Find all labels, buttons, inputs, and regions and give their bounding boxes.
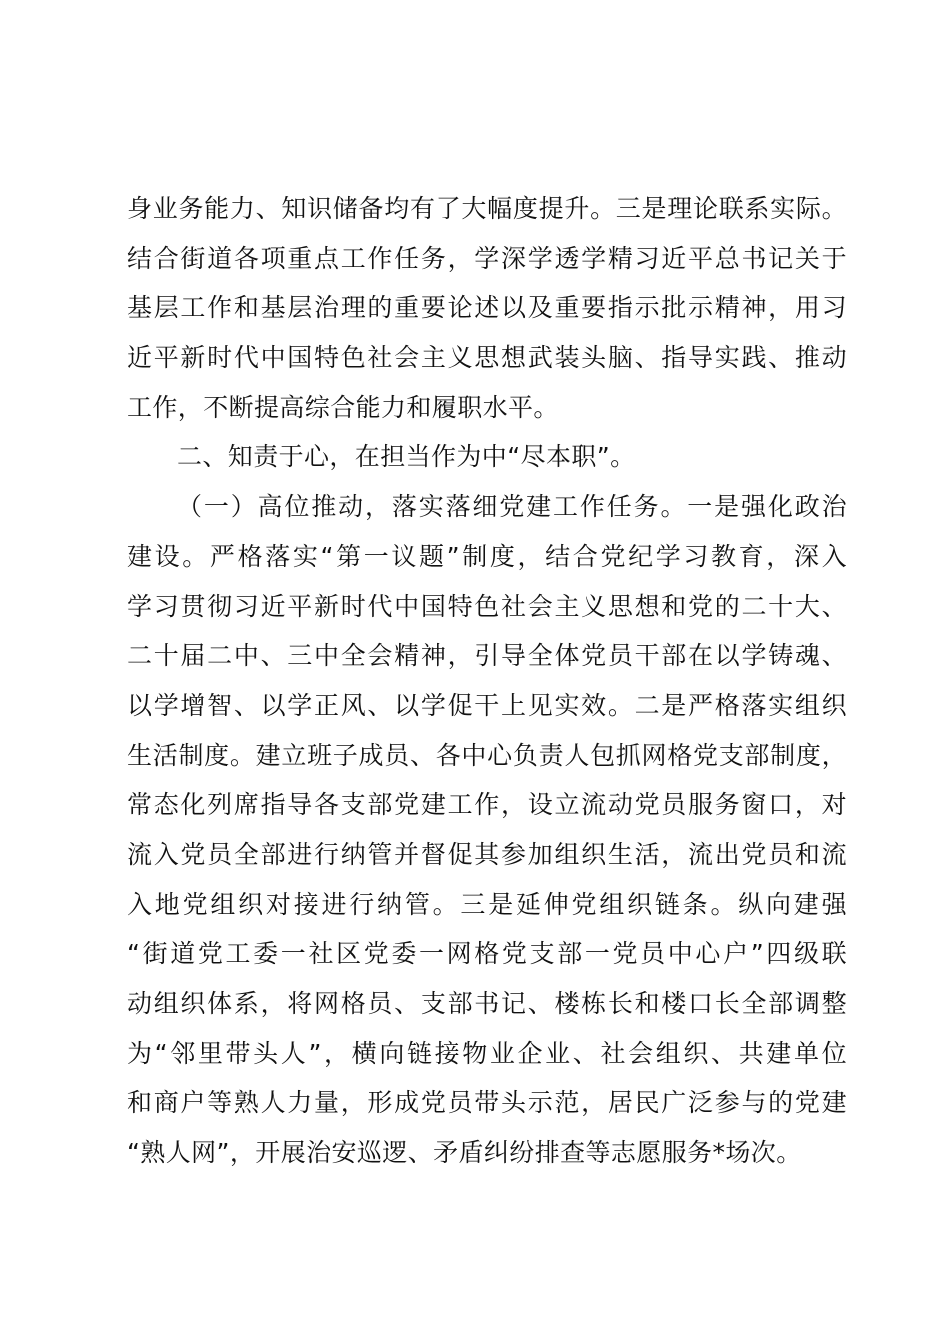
subsection-heading-line: （一）高位推动，落实落细党建工作任务。一是强化政治 [177,492,847,522]
paragraph-end-line: 工作，不断提高综合能力和履职水平。 [127,392,559,422]
document-body [127,184,847,1178]
text-line: 二十届二中、三中全会精神，引导全体党员干部在以学铸魂、 [127,641,847,671]
text-line: 入地党组织对接进行纳管。三是延伸党组织链条。纵向建强 [127,889,847,919]
text-line: 身业务能力、知识储备均有了大幅度提升。三是理论联系实际。 [127,194,847,223]
text-line: 以学增智、以学正风、以学促干上见实效。二是严格落实组织 [127,690,847,720]
section-heading: 二、知责于心，在担当作为中“尽本职”。 [177,442,636,472]
paragraph-end-line: “熟人网”，开展治安巡逻、矛盾纠纷排查等志愿服务*场次。 [127,1138,802,1168]
text-line: 生活制度。建立班子成员、各中心负责人包抓网格党支部制度， [127,740,847,770]
text-line: 和商户等熟人力量，形成党员带头示范，居民广泛参与的党建 [127,1088,847,1118]
text-line: 基层工作和基层治理的重要论述以及重要指示批示精神，用习 [127,293,847,323]
text-line: 为“邻里带头人”，横向链接物业企业、社会组织、共建单位 [127,1038,847,1068]
text-line: 建设。严格落实“第一议题”制度，结合党纪学习教育，深入 [127,541,847,571]
text-line: 学习贯彻习近平新时代中国特色社会主义思想和党的二十大、 [127,591,847,621]
text-line: 结合街道各项重点工作任务，学深学透学精习近平总书记关于 [127,243,847,273]
text-line: 近平新时代中国特色社会主义思想武装头脑、指导实践、推动 [127,343,847,373]
text-line: 流入党员全部进行纳管并督促其参加组织生活，流出党员和流 [127,839,847,869]
text-line: 动组织体系，将网格员、支部书记、楼栋长和楼口长全部调整 [127,989,847,1018]
text-line: “街道党工委一社区党委一网格党支部一党员中心户”四级联 [127,939,847,969]
text-line: 常态化列席指导各支部党建工作，设立流动党员服务窗口，对 [127,790,847,820]
